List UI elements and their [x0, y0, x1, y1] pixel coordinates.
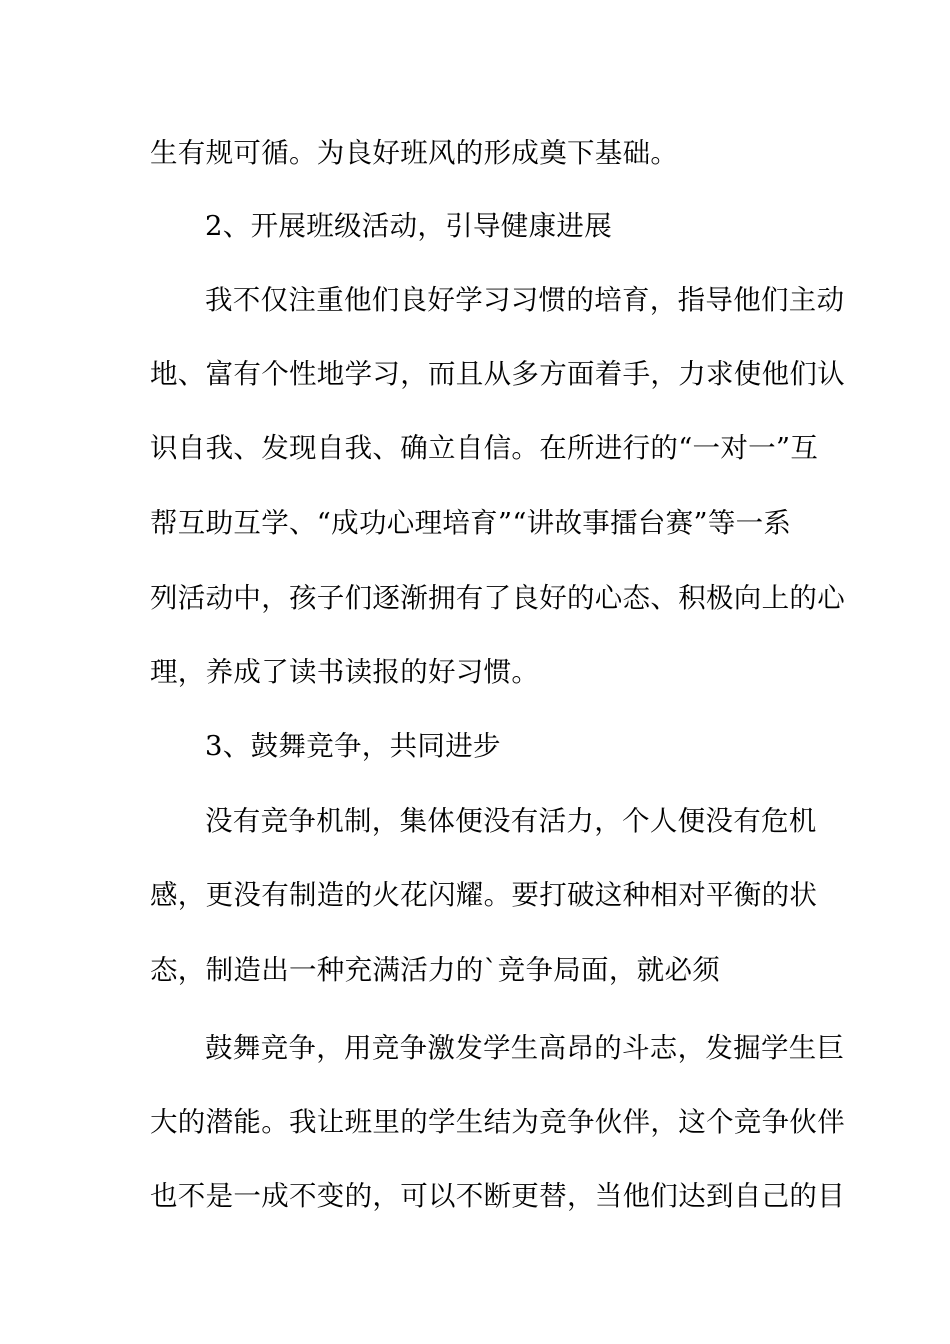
text-line: 大的潜能。我让班里的学生结为竞争伙伴，这个竞争伙伴 [150, 1106, 845, 1138]
text-line: 生有规可循。为良好班风的形成奠下基础。 [150, 137, 679, 169]
section-heading: 2、开展班级活动，引导健康进展 [205, 210, 612, 242]
text-line: 识自我、发现自我、确立自信。在所进行的“一对一”互 [150, 432, 819, 464]
text-line: 没有竞争机制，集体便没有活力，个人便没有危机 [205, 805, 817, 837]
text-line: 态，制造出一种充满活力的`竞争局面，就必须 [150, 954, 721, 986]
text-line: 也不是一成不变的，可以不断更替，当他们达到自己的目 [150, 1180, 845, 1212]
text-line: 感，更没有制造的火花闪耀。要打破这种相对平衡的状 [150, 879, 818, 911]
text-line: 我不仅注重他们良好学习习惯的培育，指导他们主动 [205, 284, 845, 316]
text-line: 地、富有个性地学习，而且从多方面着手，力求使他们认 [150, 358, 845, 390]
text-line: 帮互助互学、“成功心理培育”“讲故事擂台赛”等一系 [150, 507, 792, 539]
text-line: 鼓舞竞争，用竞争激发学生高昂的斗志，发掘学生巨 [205, 1032, 845, 1064]
text-line: 理，养成了读书读报的好习惯。 [150, 656, 540, 688]
text-line: 列活动中，孩子们逐渐拥有了良好的心态、积极向上的心 [150, 582, 845, 614]
section-heading: 3、鼓舞竞争，共同进步 [205, 730, 501, 762]
